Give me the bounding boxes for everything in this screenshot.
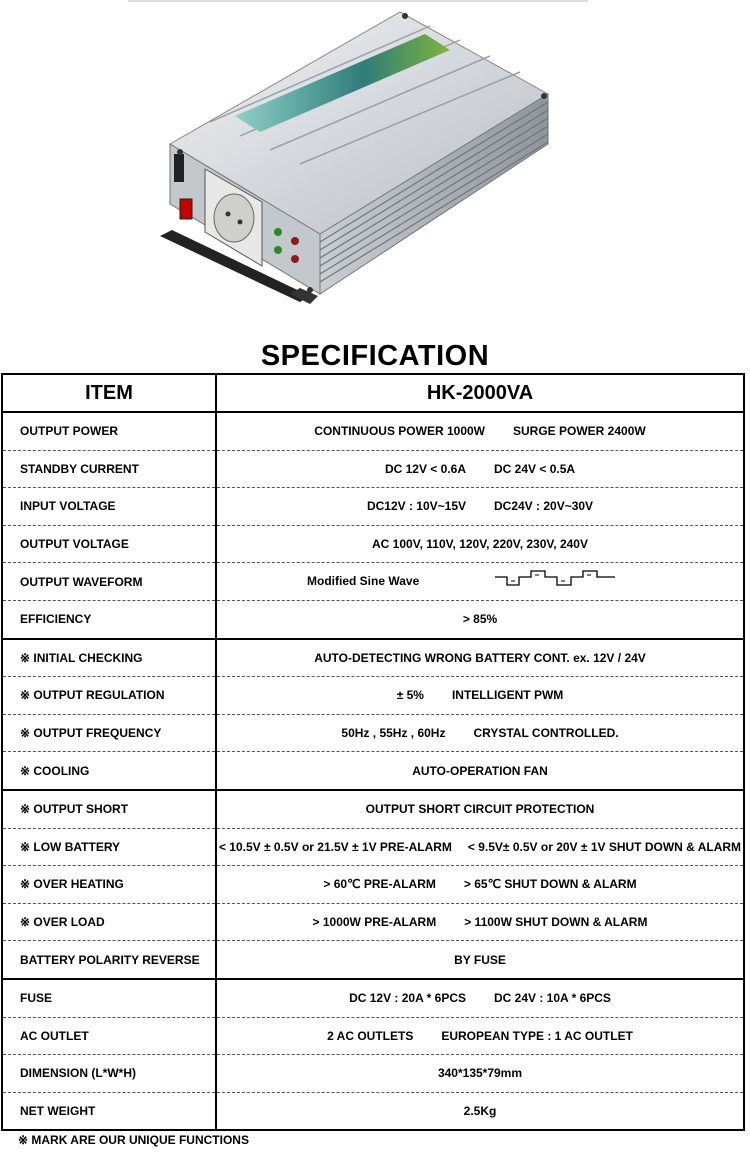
row-value-part: > 65℃ SHUT DOWN & ALARM bbox=[463, 877, 637, 892]
row-value bbox=[216, 979, 744, 1017]
table-row bbox=[2, 752, 744, 790]
row-item-label: OUTPUT WAVEFORM bbox=[2, 563, 216, 601]
row-value bbox=[216, 790, 744, 828]
row-value bbox=[216, 714, 744, 752]
row-value bbox=[216, 828, 744, 866]
row-item-label: BATTERY POLARITY REVERSE bbox=[2, 941, 216, 979]
row-item-label: NET WEIGHT bbox=[2, 1092, 216, 1130]
row-value-part: 50Hz , 55Hz , 60Hz bbox=[341, 726, 446, 741]
row-value-part: 2.5Kg bbox=[463, 1103, 497, 1118]
row-item-label: ※ OUTPUT SHORT bbox=[2, 790, 216, 828]
row-value-part: > 1000W PRE-ALARM bbox=[312, 915, 437, 930]
top-divider bbox=[128, 0, 588, 2]
row-value bbox=[216, 488, 744, 526]
header-model: HK-2000VA bbox=[216, 374, 744, 412]
table-row bbox=[2, 1092, 744, 1130]
row-item-label: OUTPUT VOLTAGE bbox=[2, 525, 216, 563]
row-value bbox=[216, 1055, 744, 1093]
row-item-label: ※ OVER HEATING bbox=[2, 866, 216, 904]
row-item-label: ※ INITIAL CHECKING bbox=[2, 639, 216, 677]
row-value-part: DC 24V : 10A * 6PCS bbox=[494, 991, 611, 1006]
row-value bbox=[216, 866, 744, 904]
row-value-part: INTELLIGENT PWM bbox=[451, 688, 564, 703]
row-item-label: AC OUTLET bbox=[2, 1017, 216, 1055]
row-value-part: DC 12V < 0.6A bbox=[384, 461, 466, 476]
row-value bbox=[216, 903, 744, 941]
row-value-part: < 9.5V± 0.5V or 20V ± 1V SHUT DOWN & ALARM bbox=[467, 839, 742, 854]
row-item-label: FUSE bbox=[2, 979, 216, 1017]
table-row bbox=[2, 639, 744, 677]
spec-table bbox=[1, 373, 745, 1131]
row-value bbox=[216, 525, 744, 563]
row-value-part: CRYSTAL CONTROLLED. bbox=[473, 726, 619, 741]
row-item-label: DIMENSION (L*W*H) bbox=[2, 1055, 216, 1093]
row-value bbox=[216, 450, 744, 488]
row-value bbox=[216, 563, 744, 601]
row-item-label: ※ OUTPUT REGULATION bbox=[2, 677, 216, 715]
waveform-label: Modified Sine Wave bbox=[307, 574, 420, 589]
table-row bbox=[2, 903, 744, 941]
row-value bbox=[216, 639, 744, 677]
table-row bbox=[2, 941, 744, 979]
table-row bbox=[2, 979, 744, 1017]
row-value-part: ± 5% bbox=[396, 688, 424, 703]
table-row bbox=[2, 488, 744, 526]
row-value-part: EUROPEAN TYPE : 1 AC OUTLET bbox=[441, 1028, 633, 1043]
row-value-part: OUTPUT SHORT CIRCUIT PROTECTION bbox=[365, 802, 595, 817]
table-row bbox=[2, 714, 744, 752]
row-value-part: AUTO-OPERATION FAN bbox=[412, 763, 548, 778]
row-item-label: INPUT VOLTAGE bbox=[2, 488, 216, 526]
row-value-part: SURGE POWER 2400W bbox=[513, 424, 646, 439]
row-item-label: ※ COOLING bbox=[2, 752, 216, 790]
table-row bbox=[2, 790, 744, 828]
row-item-label: OUTPUT POWER bbox=[2, 412, 216, 450]
table-row bbox=[2, 1055, 744, 1093]
row-value-part: 340*135*79mm bbox=[437, 1066, 523, 1081]
row-value-part: > 60℃ PRE-ALARM bbox=[323, 877, 436, 892]
row-value-part: > 1100W SHUT DOWN & ALARM bbox=[464, 915, 648, 930]
row-item-label: EFFICIENCY bbox=[2, 600, 216, 638]
table-row bbox=[2, 677, 744, 715]
modified-sine-wave-icon bbox=[493, 569, 619, 591]
row-value bbox=[216, 600, 744, 638]
row-item-label: ※ OUTPUT FREQUENCY bbox=[2, 714, 216, 752]
row-value-part: AC 100V, 110V, 120V, 220V, 230V, 240V bbox=[372, 537, 588, 552]
row-value bbox=[216, 1017, 744, 1055]
table-row bbox=[2, 866, 744, 904]
table-row bbox=[2, 563, 744, 601]
row-value-part: DC24V : 20V~30V bbox=[494, 499, 594, 514]
row-item-label: ※ LOW BATTERY bbox=[2, 828, 216, 866]
footnote: ※ MARK ARE OUR UNIQUE FUNCTIONS bbox=[18, 1133, 249, 1147]
row-value-part: DC12V : 10V~15V bbox=[366, 499, 466, 514]
row-value-part: AUTO-DETECTING WRONG BATTERY CONT. ex. 12V / 24V bbox=[314, 650, 646, 665]
row-item-label: STANDBY CURRENT bbox=[2, 450, 216, 488]
row-value bbox=[216, 752, 744, 790]
row-value-part: 2 AC OUTLETS bbox=[327, 1028, 414, 1043]
spec-title: SPECIFICATION bbox=[260, 340, 490, 372]
table-header-row bbox=[2, 374, 744, 412]
row-value bbox=[216, 941, 744, 979]
table-row bbox=[2, 1017, 744, 1055]
row-item-label: ※ OVER LOAD bbox=[2, 903, 216, 941]
row-value-part: > 85% bbox=[462, 612, 498, 627]
row-value-part: < 10.5V ± 0.5V or 21.5V ± 1V PRE-ALARM bbox=[218, 839, 452, 854]
row-value bbox=[216, 412, 744, 450]
row-value bbox=[216, 1092, 744, 1130]
table-row bbox=[2, 525, 744, 563]
table-row bbox=[2, 450, 744, 488]
table-row bbox=[2, 412, 744, 450]
row-value-part: BY FUSE bbox=[454, 952, 506, 967]
row-value bbox=[216, 677, 744, 715]
row-value-part: CONTINUOUS POWER 1000W bbox=[314, 424, 485, 439]
table-row bbox=[2, 600, 744, 638]
row-value-part: DC 24V < 0.5A bbox=[494, 461, 576, 476]
table-row bbox=[2, 828, 744, 866]
row-value-part: DC 12V : 20A * 6PCS bbox=[349, 991, 466, 1006]
inverter-product-image bbox=[150, 4, 570, 314]
header-item: ITEM bbox=[2, 374, 216, 412]
